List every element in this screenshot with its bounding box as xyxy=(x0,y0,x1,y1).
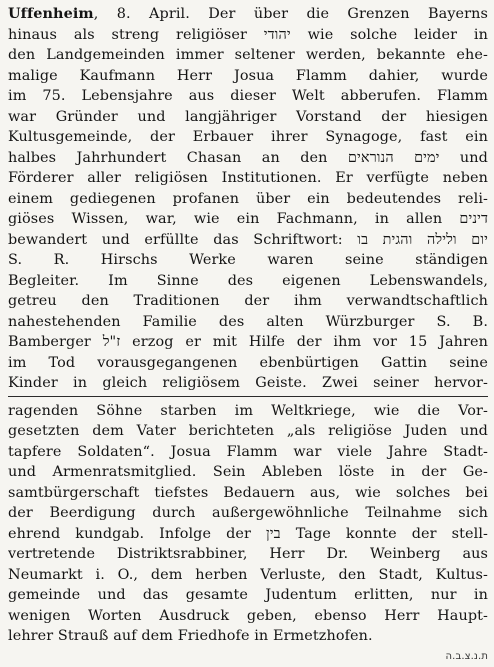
article-line: Begleiter. Im Sinne des eigenen Lebenswandels, xyxy=(8,271,488,292)
dateline-date: 8. April. xyxy=(117,6,190,22)
article-line: S. R. Hirschs Werke waren seine ständigen xyxy=(8,250,488,271)
article-line: getreu den Traditionen der ihm verwandtschaftlich xyxy=(8,291,488,312)
article-line: Kultusgemeinde, der Erbauer ihrer Synagoge, fast ein xyxy=(8,127,488,148)
article-bottom xyxy=(8,401,488,667)
article-line: Uffenheim, 8. April. Der über die Grenzen Bayerns xyxy=(8,4,488,25)
closing-abbreviation: ת.נ.צ.ב.ה xyxy=(8,647,488,667)
article-line: gesetzten dem Vater berichteten „als religiöse Juden und xyxy=(8,421,488,442)
article-line: nahestehenden Familie des alten Würzburger S. B. xyxy=(8,312,488,333)
article-line: hinaus als streng religiöser יהודי wie solche leider in xyxy=(8,25,488,46)
article-line: einem gediegenen profanen über ein bedeutendes reli- xyxy=(8,189,488,210)
article-line: wenigen Worten Ausdruck geben, ebenso Herr Haupt- xyxy=(8,606,488,627)
article-line: malige Kaufmann Herr Josua Flamm dahier, wurde xyxy=(8,66,488,87)
article-line: tapfere Soldaten“. Josua Flamm war viele Jahre Stadt- xyxy=(8,442,488,463)
article-line: im 75. Lebensjahre aus dieser Welt abberufen. Flamm xyxy=(8,86,488,107)
article-line: Bamberger ז"ל erzog er mit Hilfe der ihm vor 15 Jahren xyxy=(8,332,488,353)
dateline-place: Uffenheim xyxy=(8,5,94,22)
article-line-text: Der über die Grenzen Bayerns xyxy=(208,6,488,22)
article-line: lehrer Strauß auf dem Friedhofe in Ermetzhofen. xyxy=(8,626,488,647)
article-line: gemeinde und das gesamte Judentum erlitten, nur in xyxy=(8,585,488,606)
article-line: Neumarkt i. O., dem herben Verluste, den Stadt, Kultus- xyxy=(8,565,488,586)
article-line: samtbürgerschaft tiefstes Bedauern aus, wie solches bei xyxy=(8,483,488,504)
article-line: giöses Wissen, war, wie ein Fachmann, in allen דינים xyxy=(8,209,488,230)
column-divider xyxy=(8,396,488,397)
article-line: der Beerdigung durch außergewöhnliche Teilnahme sich xyxy=(8,503,488,524)
article-line: und Armenratsmitglied. Sein Ableben löste in der Ge- xyxy=(8,462,488,483)
article-line: Kinder in gleich religiösem Geiste. Zwei seiner hervor- xyxy=(8,373,488,394)
article-line: halbes Jahrhundert Chasan an den ימים הנוראים und xyxy=(8,148,488,169)
article-line: Förderer aller religiösen Institutionen. Er verfügte neben xyxy=(8,168,488,189)
article-line: ehrend kundgab. Infolge der בין Tage konnte der stell- xyxy=(8,524,488,545)
article-line: vertretende Distriktsrabbiner, Herr Dr. Weinberg aus xyxy=(8,544,488,565)
article-line: bewandert und erfüllte das Schriftwort: יום ולילה והגית בו xyxy=(8,230,488,251)
article-line: ragenden Söhne starben im Weltkriege, wie die Vor- xyxy=(8,401,488,422)
article-line: den Landgemeinden immer seltener werden, bekannte ehe- xyxy=(8,45,488,66)
article-line: im Tod vorausgegangenen ebenbürtigen Gattin seine xyxy=(8,353,488,374)
article-top xyxy=(8,4,488,394)
article-line: war Gründer und langjähriger Vorstand der hiesigen xyxy=(8,107,488,128)
